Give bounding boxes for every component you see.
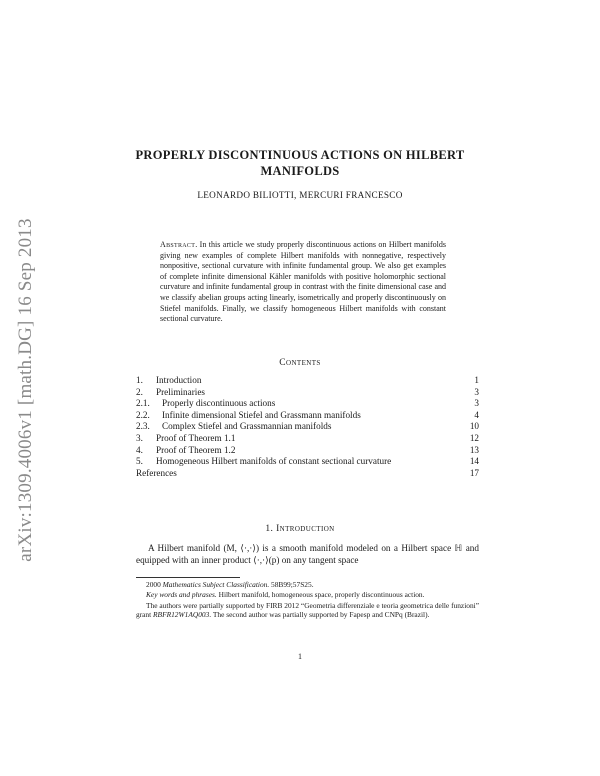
paper-authors: LEONARDO BILIOTTI, MERCURI FRANCESCO xyxy=(197,190,403,200)
toc-entry-references[interactable] xyxy=(136,468,479,480)
paper-title-line-1: PROPERLY DISCONTINUOUS ACTIONS ON HILBERT xyxy=(135,148,465,162)
toc-entry-number: 1. xyxy=(136,375,143,385)
toc-entry-label: Proof of Theorem 1.2 xyxy=(156,444,236,455)
toc-entry-page: 17 xyxy=(469,467,479,478)
abstract-label: Abstract xyxy=(160,240,196,249)
funding-text-a: The authors were partially supported by FIRB 2012 “Geometria differenziale e teoria geometrica delle funzioni” grant xyxy=(136,600,479,620)
toc-entry-page: 4 xyxy=(474,409,479,420)
keywords-text: Hilbert manifold, homogeneous space, properly discontinuous action. xyxy=(216,589,425,599)
msc-codes: 58B99;57S25. xyxy=(269,580,314,589)
toc-entry-homogeneous[interactable] xyxy=(136,456,479,468)
toc-entry-label: Infinite dimensional Stiefel and Grassmann manifolds xyxy=(162,409,361,420)
toc-entry-stiefel-grassmann[interactable] xyxy=(136,410,479,422)
toc-entry-number: 2. xyxy=(136,386,143,397)
toc-entry-proof-theorem-1-2[interactable] xyxy=(136,445,479,457)
section-heading-introduction: 1. Introduction xyxy=(265,524,335,534)
toc-entry-page: 10 xyxy=(469,421,479,432)
toc-entry-label: Complex Stiefel and Grassmannian manifolds xyxy=(162,421,332,432)
toc-entry-introduction[interactable] xyxy=(136,375,479,387)
toc-entry-number: 5. xyxy=(136,456,143,467)
keywords-label: Key words and phrases. xyxy=(146,589,217,599)
toc-entry-page: 3 xyxy=(474,386,479,397)
toc-entry-number: 2.1. xyxy=(136,398,150,409)
toc-entry-number: 4. xyxy=(136,444,143,455)
funding-text-b: . The second author was partially supported by Fapesp and CNPq (Brazil). xyxy=(209,610,430,620)
toc-entry-label: Properly discontinuous actions xyxy=(162,398,276,409)
toc-entry-proof-theorem-1-1[interactable] xyxy=(136,433,479,445)
toc-entry-page: 1 xyxy=(474,375,479,385)
footnote-funding xyxy=(136,601,479,621)
msc-label: Mathematics Subject Classification. xyxy=(162,580,270,589)
footnote-keywords xyxy=(136,590,479,600)
abstract-text: . In this article we study properly discontinuous actions on Hilbert manifolds giving new examples of complete Hilbert manifolds with nonnegative, respectively nonpositive, sectional curvature with infinite fundamental group. We also get examples of complete infinite dimensional Kähler manifolds with positive holomorphic sectional curvature and infinite fundamental group in contrast with the finite dimensional case and we classify abelian groups acting linearly, isometrically and properly discontinuously on Stiefel manifolds. Finally, we classify homogeneous Hilbert manifolds with constant sectional curvature. xyxy=(160,240,446,324)
paper-title xyxy=(120,147,480,179)
footnotes xyxy=(136,580,479,620)
toc-entry-preliminaries[interactable] xyxy=(136,387,479,399)
abstract xyxy=(160,240,446,325)
toc-entry-number: 2.3. xyxy=(136,421,150,432)
toc-entry-page: 12 xyxy=(469,432,479,443)
msc-year: 2000 xyxy=(146,580,161,589)
toc-entry-label: Preliminaries xyxy=(156,386,205,397)
toc-entry-label: References xyxy=(136,467,177,478)
toc-entry-page: 13 xyxy=(469,444,479,455)
toc-entry-number: 3. xyxy=(136,432,143,443)
funding-grant: RBFR12W1AQ003 xyxy=(153,610,210,620)
toc-entry-label: Proof of Theorem 1.1 xyxy=(156,432,236,443)
toc-entry-page: 3 xyxy=(474,398,479,409)
toc-entry-complex-stiefel[interactable] xyxy=(136,421,479,433)
toc-entry-properly-discontinuous[interactable] xyxy=(136,398,479,410)
toc-entry-number: 2.2. xyxy=(136,409,150,420)
arxiv-sidebar-stamp xyxy=(6,180,46,600)
contents-heading: Contents xyxy=(279,358,321,368)
footnote-rule xyxy=(136,577,240,578)
footnote-msc xyxy=(136,580,479,590)
introduction-paragraph: A Hilbert manifold (M, ⟨·,·⟩) is a smooth manifold modeled on a Hilbert space ℍ and equipped with an inner product ⟨·,·⟩(p) on any tangent space xyxy=(136,543,479,565)
arxiv-identifier: arXiv:1309.4006v1 [math.DG] 16 Sep 2013 xyxy=(15,218,36,562)
page-number: 1 xyxy=(298,652,302,661)
table-of-contents xyxy=(136,375,479,479)
toc-entry-page: 14 xyxy=(469,456,479,467)
paper-title-line-2: MANIFOLDS xyxy=(260,164,340,178)
toc-entry-label: Homogeneous Hilbert manifolds of constant sectional curvature xyxy=(156,456,392,467)
toc-entry-label: Introduction xyxy=(156,375,202,385)
